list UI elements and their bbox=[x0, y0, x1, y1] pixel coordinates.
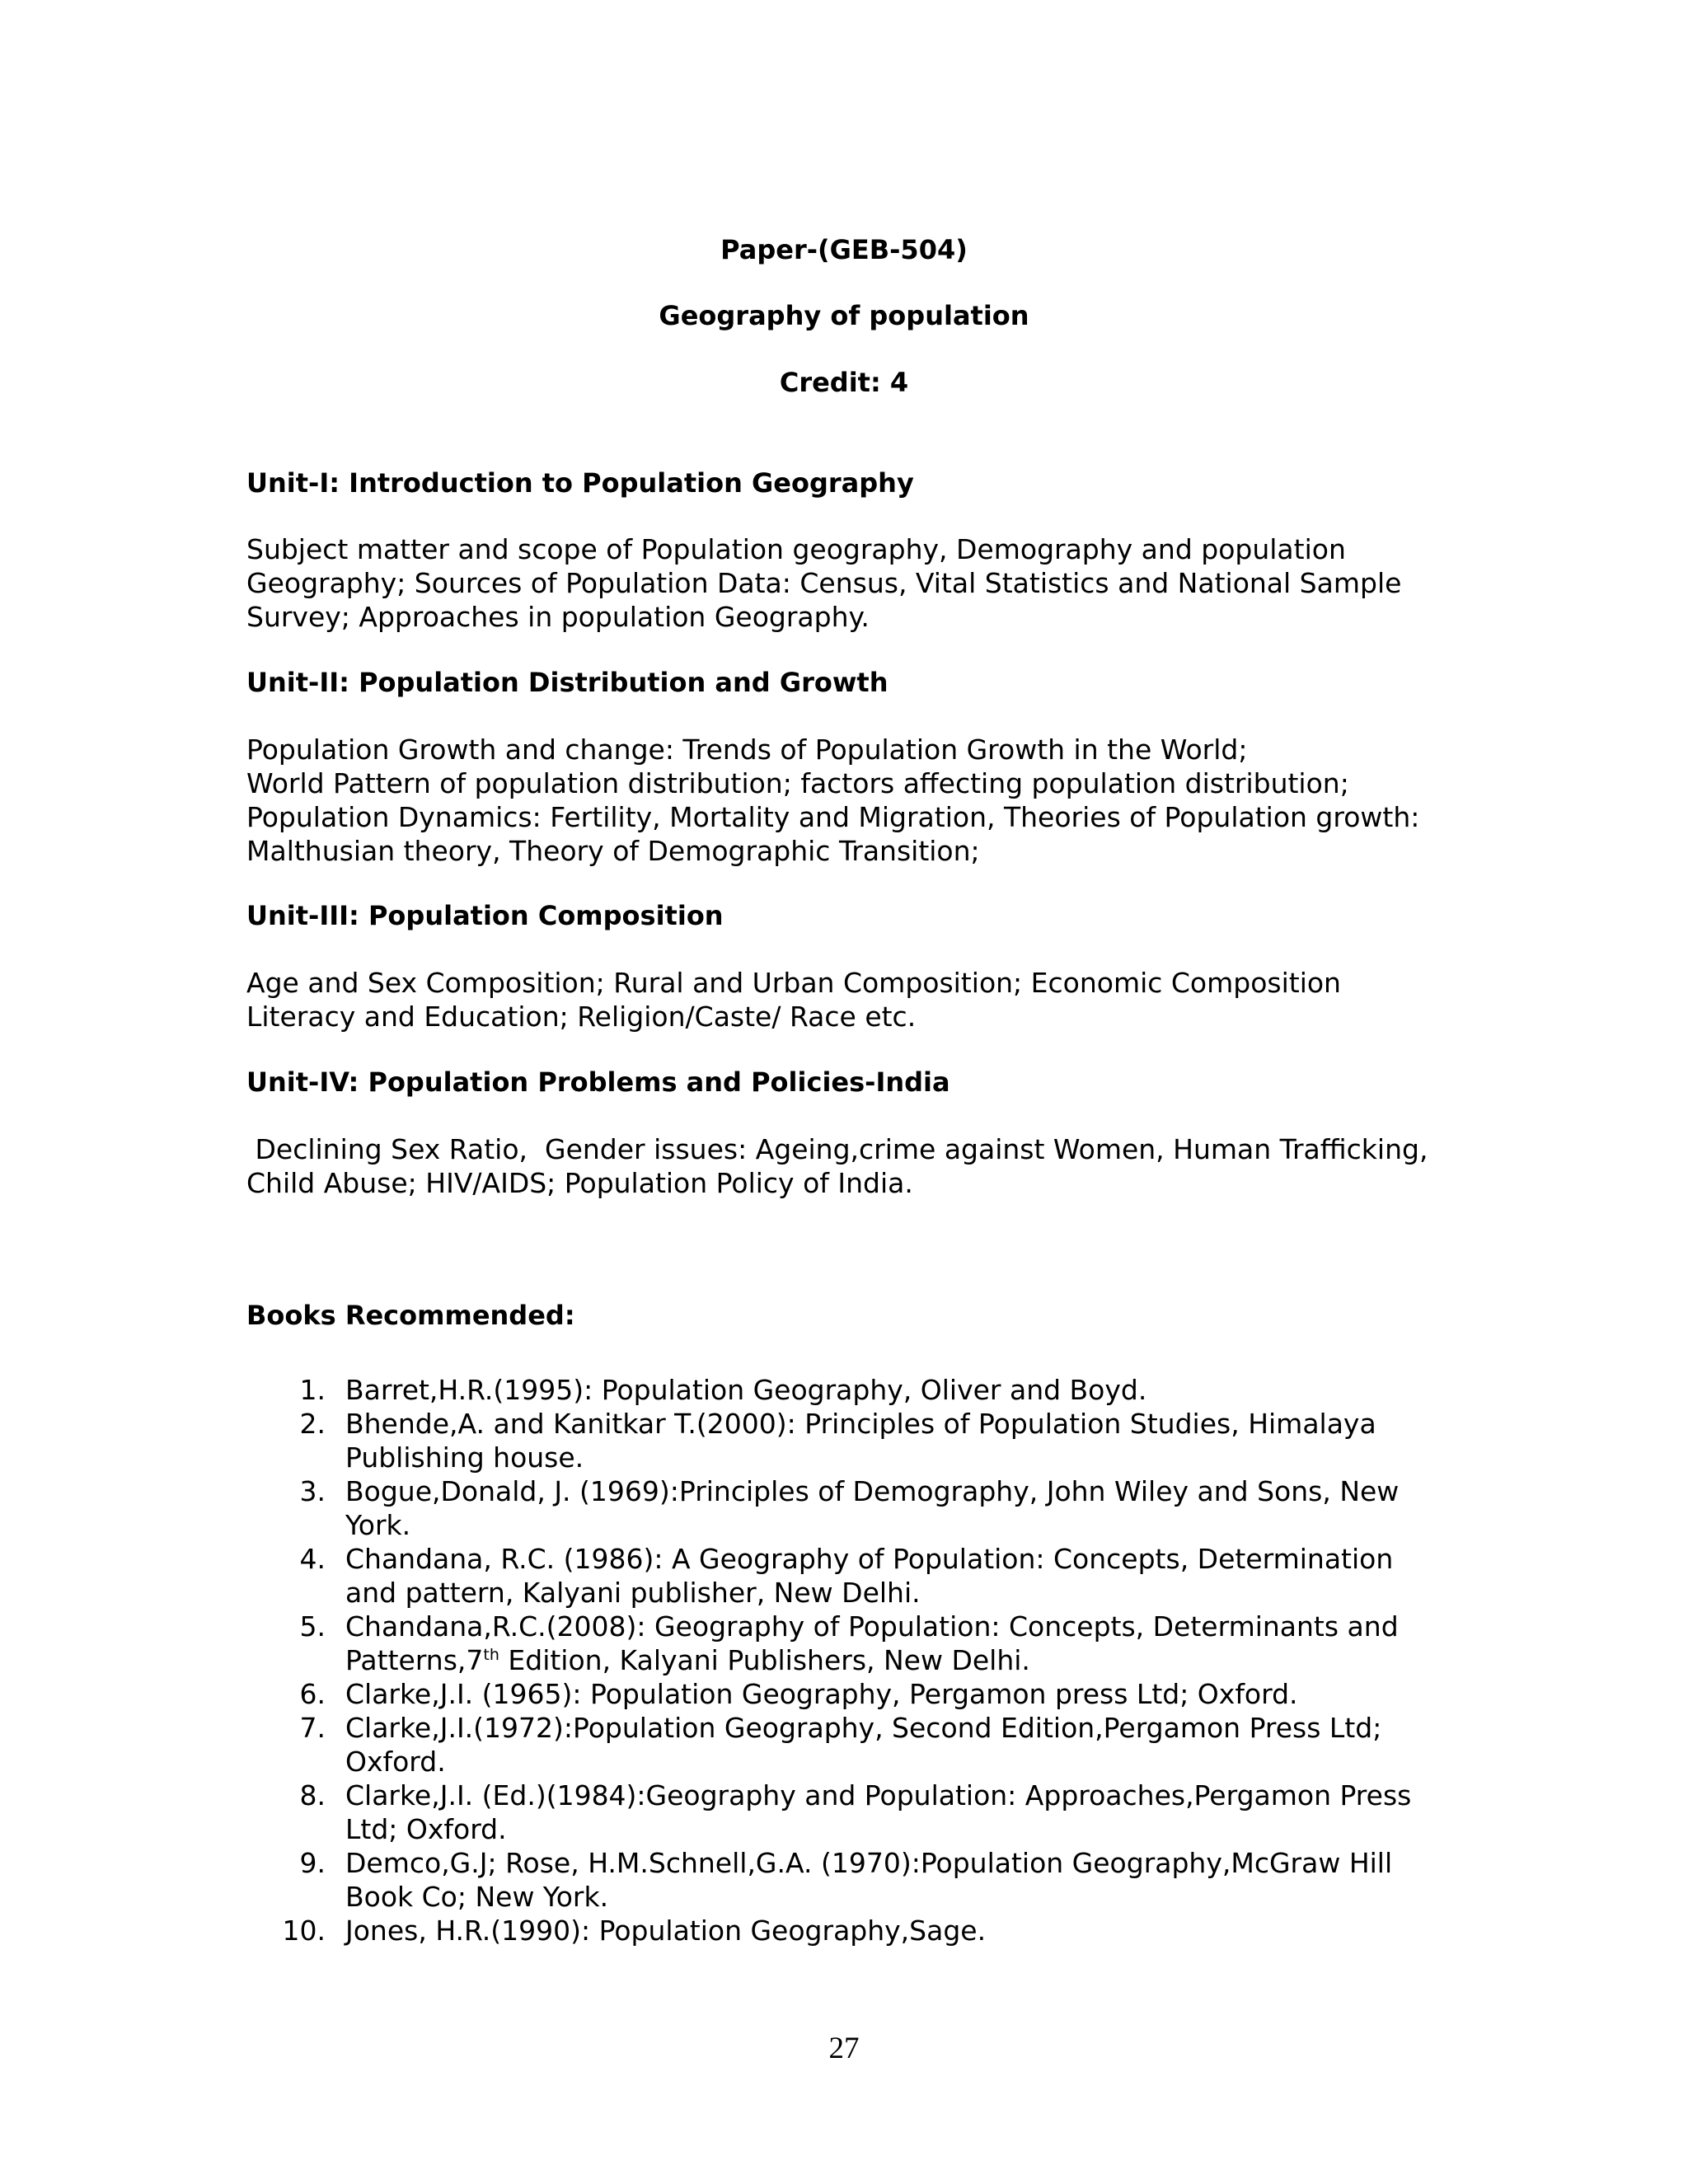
book-text: Jones, H.R.(1990): Population Geography,Sage. bbox=[345, 1915, 987, 1947]
book-item bbox=[246, 1779, 1450, 1846]
unit-2-line: Malthusian theory, Theory of Demographic Transition; bbox=[246, 835, 980, 867]
book-text: and pattern, Kalyani publisher, New Delhi. bbox=[345, 1577, 921, 1609]
book-item bbox=[246, 1407, 1450, 1474]
unit-1-line: Subject matter and scope of Population geography, Demography and population bbox=[246, 533, 1346, 565]
unit-3-line: Literacy and Education; Religion/Caste/ Race etc. bbox=[246, 1001, 917, 1033]
book-text: York. bbox=[345, 1509, 411, 1541]
unit-4-line: Child Abuse; HIV/AIDS; Population Policy of India. bbox=[246, 1167, 913, 1199]
book-text: Demco,G.J; Rose, H.M.Schnell,G.A. (1970):Population Geography,McGraw Hill bbox=[345, 1847, 1393, 1879]
book-item bbox=[246, 1846, 1450, 1914]
book-text: Oxford. bbox=[345, 1746, 446, 1778]
book-text: Bhende,A. and Kanitkar T.(2000): Principles of Population Studies, Himalaya bbox=[345, 1408, 1376, 1440]
unit-2-line: Population Dynamics: Fertility, Mortality and Migration, Theories of Population growth: bbox=[246, 801, 1420, 833]
book-number: 3. bbox=[299, 1475, 326, 1507]
books-list bbox=[246, 1373, 1450, 1947]
book-number: 9. bbox=[299, 1847, 326, 1879]
unit-1-description bbox=[246, 532, 1450, 634]
book-text: Clarke,J.I. (1965): Population Geography, Pergamon press Ltd; Oxford. bbox=[345, 1678, 1298, 1710]
book-item bbox=[246, 1677, 1450, 1711]
book-text: Clarke,J.I. (Ed.)(1984):Geography and Population: Approaches,Pergamon Press bbox=[345, 1779, 1412, 1811]
book-number: 8. bbox=[299, 1779, 326, 1811]
credit-label: Credit: 4 bbox=[779, 367, 909, 398]
book-text-part: Patterns,7 bbox=[345, 1644, 484, 1676]
book-text bbox=[345, 1643, 1450, 1677]
book-number: 10. bbox=[282, 1915, 326, 1947]
book-number: 5. bbox=[299, 1610, 326, 1643]
book-number: 7. bbox=[299, 1712, 326, 1744]
unit-2-heading: Unit-II: Population Distribution and Growth bbox=[246, 667, 889, 698]
book-item bbox=[246, 1474, 1450, 1542]
unit-4-heading: Unit-IV: Population Problems and Policies-India bbox=[246, 1066, 950, 1098]
book-text-part: Edition, Kalyani Publishers, New Delhi. bbox=[499, 1644, 1030, 1676]
book-number: 1. bbox=[299, 1374, 326, 1406]
book-text: Ltd; Oxford. bbox=[345, 1813, 507, 1845]
unit-1-heading: Unit-I: Introduction to Population Geography bbox=[246, 467, 914, 499]
unit-3-line: Age and Sex Composition; Rural and Urban Composition; Economic Composition bbox=[246, 967, 1341, 999]
book-number: 4. bbox=[299, 1543, 326, 1575]
book-text: Chandana,R.C.(2008): Geography of Population: Concepts, Determinants and bbox=[345, 1610, 1399, 1643]
book-item bbox=[246, 1711, 1450, 1779]
book-text: Barret,H.R.(1995): Population Geography, Oliver and Boyd. bbox=[345, 1374, 1147, 1406]
unit-1-line: Geography; Sources of Population Data: Census, Vital Statistics and National Sample bbox=[246, 567, 1402, 599]
unit-2-line: Population Growth and change: Trends of Population Growth in the World; bbox=[246, 733, 1248, 766]
book-text: Clarke,J.I.(1972):Population Geography, Second Edition,Pergamon Press Ltd; bbox=[345, 1712, 1382, 1744]
course-title: Geography of population bbox=[659, 300, 1029, 331]
paper-code: Paper-(GEB-504) bbox=[720, 234, 968, 265]
unit-2-line: World Pattern of population distribution; factors affecting population distribution; bbox=[246, 767, 1349, 799]
unit-4-line: Declining Sex Ratio, Gender issues: Ageing,crime against Women, Human Trafficking, bbox=[246, 1133, 1428, 1165]
book-text: Publishing house. bbox=[345, 1441, 584, 1474]
book-number: 6. bbox=[299, 1678, 326, 1710]
page-number: 27 bbox=[828, 2032, 860, 2065]
ordinal-suffix: th bbox=[483, 1646, 499, 1664]
book-item bbox=[246, 1373, 1450, 1407]
book-item bbox=[246, 1542, 1450, 1610]
book-text: Chandana, R.C. (1986): A Geography of Population: Concepts, Determination bbox=[345, 1543, 1394, 1575]
unit-1-line: Survey; Approaches in population Geography. bbox=[246, 601, 870, 633]
book-number: 2. bbox=[299, 1408, 326, 1440]
unit-3-heading: Unit-III: Population Composition bbox=[246, 900, 724, 931]
unit-3-description bbox=[246, 966, 1450, 1033]
unit-4-description bbox=[246, 1132, 1450, 1200]
book-item bbox=[246, 1610, 1450, 1677]
book-text: Bogue,Donald, J. (1969):Principles of Demography, John Wiley and Sons, New bbox=[345, 1475, 1400, 1507]
book-text: Book Co; New York. bbox=[345, 1881, 609, 1913]
books-heading: Books Recommended: bbox=[246, 1300, 575, 1331]
book-item bbox=[246, 1914, 1450, 1947]
unit-2-description bbox=[246, 733, 1450, 868]
